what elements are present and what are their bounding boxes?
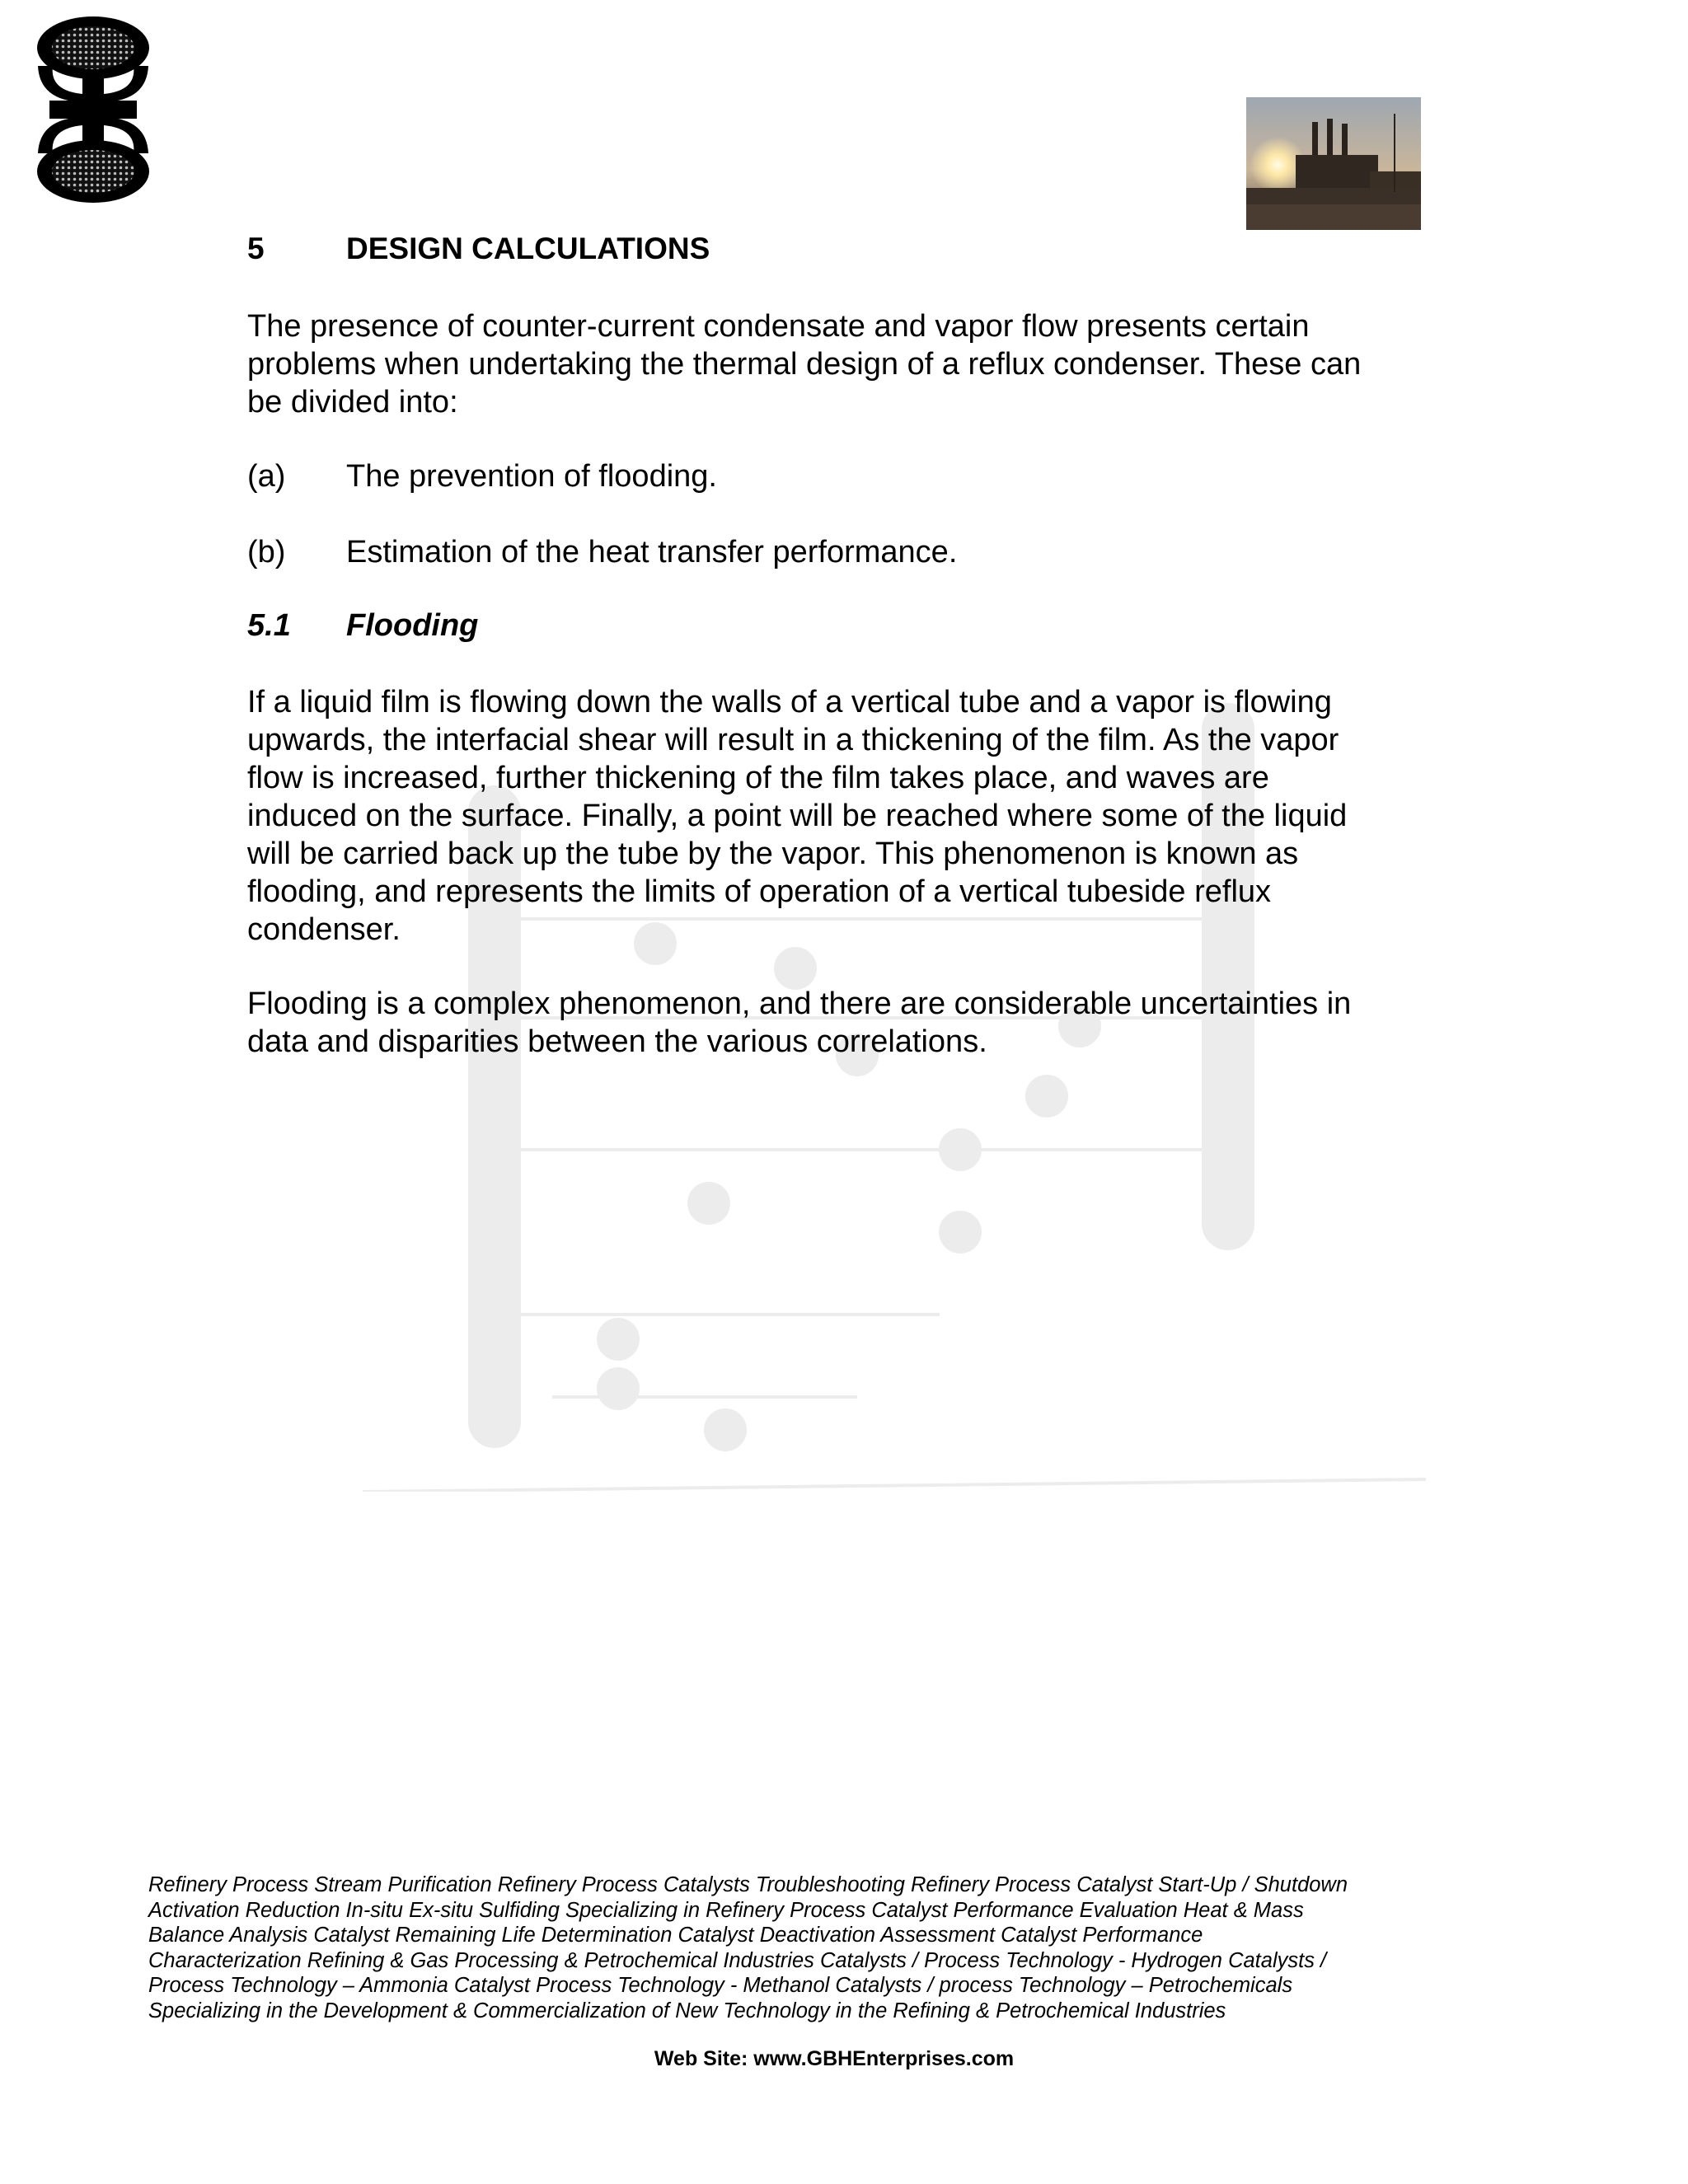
intro-line: problems when undertaking the thermal design of a reflux condenser. These can [247,347,1362,382]
flooding-paragraph-1 [247,683,1451,949]
para1-line: If a liquid film is flowing down the walls of a vertical tube and a vapor is flowing [247,685,1332,719]
para1-line: condenser. [247,912,401,947]
list-marker-b: (b) [247,535,286,569]
para1-line: induced on the surface. Finally, a point will be reached where some of the liquid [247,799,1348,833]
list-marker-a: (a) [247,459,286,494]
footer-line: Balance Analysis Catalyst Remaining Life Determination Catalyst Deactivation Assessment Catalyst Performance [148,1924,1203,1947]
intro-line: be divided into: [247,385,458,419]
refinery-sunset-image [1246,97,1421,230]
gbh-logo-icon [31,15,155,204]
subsection-title: Flooding [346,608,479,643]
list-item-a: The prevention of flooding. [346,459,717,494]
para2-line: Flooding is a complex phenomenon, and there are considerable uncertainties in [247,987,1352,1021]
flooding-paragraph-2 [247,985,1451,1061]
para1-line: will be carried back up the tube by the vapor. This phenomenon is known as [247,837,1299,871]
para1-line: flow is increased, further thickening of the film takes place, and waves are [247,761,1269,795]
section-number: 5 [247,232,265,265]
footer-services-text [148,1872,1442,2023]
footer-line: Specializing in the Development & Commercialization of New Technology in the Refining & Petrochemical Industries [148,1999,1226,2022]
para1-line: upwards, the interfacial shear will result in a thickening of the film. As the vapor [247,723,1339,757]
subsection-number: 5.1 [247,608,291,643]
footer-line: Activation Reduction In-situ Ex-situ Sulfiding Specializing in Refinery Process Catalyst Performance Evaluation Heat & Mass [148,1898,1304,1922]
intro-line: The presence of counter-current condensate and vapor flow presents certain [247,309,1310,344]
footer-line: Characterization Refining & Gas Processing & Petrochemical Industries Catalysts / Process Technology - Hydrogen Catalysts / [148,1948,1327,1972]
footer-line: Process Technology – Ammonia Catalyst Process Technology - Methanol Catalysts / process Technology – Petrochemicals [148,1974,1293,1997]
footer-line: Refinery Process Stream Purification Refinery Process Catalysts Troubleshooting Refinery Process Catalyst Start-Up / Shutdown [148,1873,1348,1896]
list-item-b: Estimation of the heat transfer performance. [346,535,958,569]
section-title: DESIGN CALCULATIONS [346,232,710,265]
para2-line: data and disparities between the various correlations. [247,1024,987,1059]
intro-paragraph [247,307,1451,421]
para1-line: flooding, and represents the limits of operation of a vertical tubeside reflux [247,874,1272,909]
website-link[interactable]: Web Site: www.GBHEnterprises.com [654,2047,1015,2070]
